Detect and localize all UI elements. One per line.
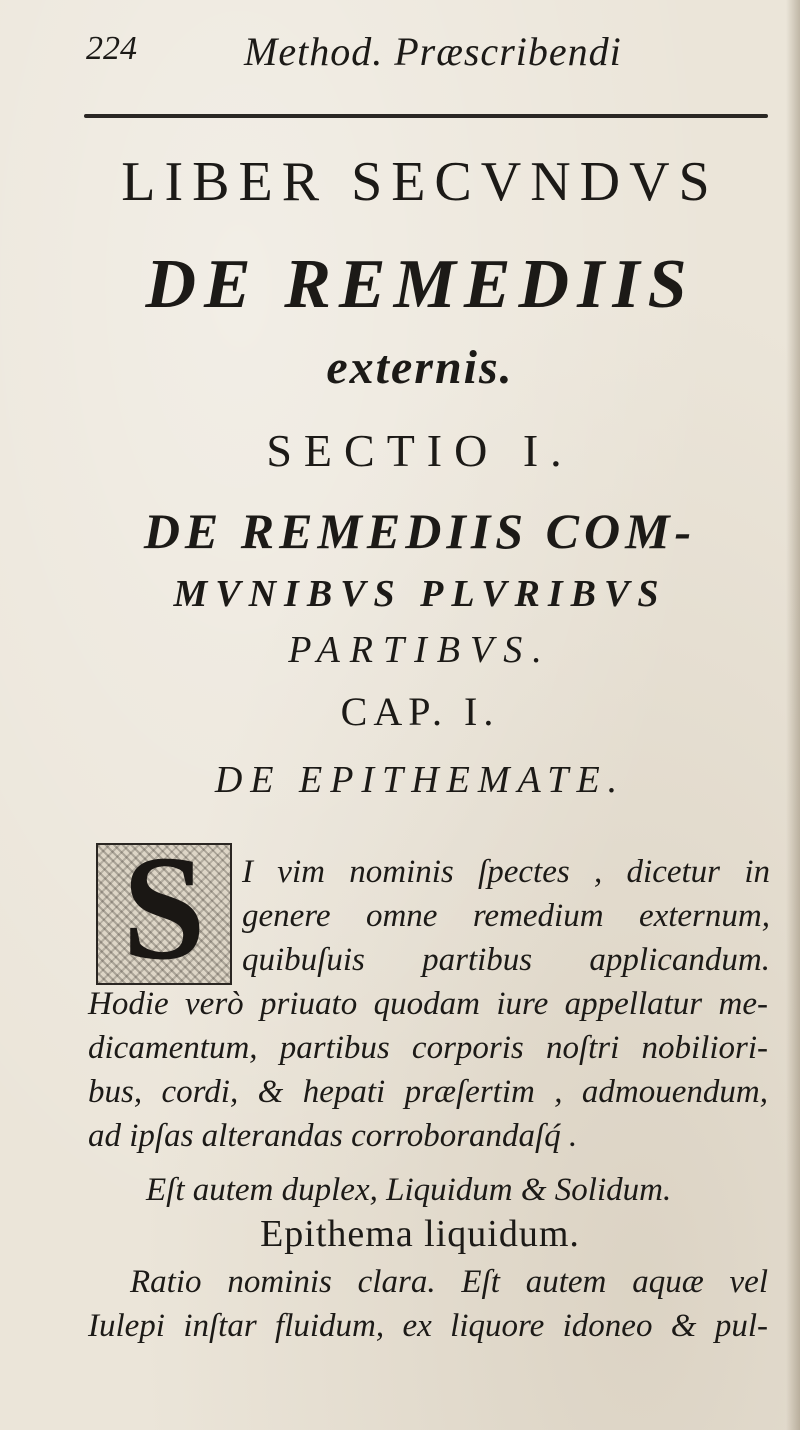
page-number: 224 (86, 30, 137, 67)
text-line: ad ipſas alterandas corroborandaſq́ . (88, 1118, 578, 1154)
chapter-heading: CAP. I. (340, 689, 500, 734)
running-head: Method. Præscribendi (244, 29, 622, 74)
text-line: bus, cordi, & hepati præſertim , admouendum, (88, 1074, 768, 1110)
chapter-title: DE EPITHEMATE. (214, 759, 626, 801)
header-rule (84, 114, 768, 118)
decorated-initial (96, 843, 232, 985)
text-line: genere omne remedium externum, (242, 898, 770, 934)
text-line: quibuſuis partibus applicandum. (242, 942, 770, 978)
main-subtitle: externis. (326, 341, 514, 394)
section-title-line-2: MVNIBVS PLVRIBVS (173, 573, 667, 615)
page-header (86, 20, 766, 90)
text-line: Hodie verò priuato quodam iure appellatur me- (88, 986, 768, 1022)
text-line: Iulepi inſtar fluidum, ex liquore idoneo & pul- (88, 1308, 768, 1344)
section-heading: SECTIO I. (266, 425, 574, 476)
book-title: LIBER SECVNDVS (121, 151, 719, 213)
decorated-initial-letter: S (122, 843, 206, 985)
text-line: dicamentum, partibus corporis noſtri nobiliori- (88, 1030, 768, 1066)
initial-paragraph-lines (242, 852, 770, 984)
main-title: DE REMEDIIS (145, 246, 695, 323)
section-title-line-3: PARTIBVS. (288, 629, 552, 671)
division-statement: Eſt autem duplex, Liquidum & Solidum. (146, 1172, 672, 1208)
text-line: Ratio nominis clara. Eſt autem aquæ vel (130, 1264, 768, 1300)
page-edge-shadow (786, 0, 800, 1430)
ratio-paragraph (88, 1260, 768, 1348)
subheading: Epithema liquidum. (260, 1213, 580, 1255)
text-line: I vim nominis ſpectes , dicetur in (242, 854, 770, 890)
section-title-line-1: DE REMEDIIS COM- (143, 503, 697, 559)
paragraph-continuation (88, 984, 768, 1160)
